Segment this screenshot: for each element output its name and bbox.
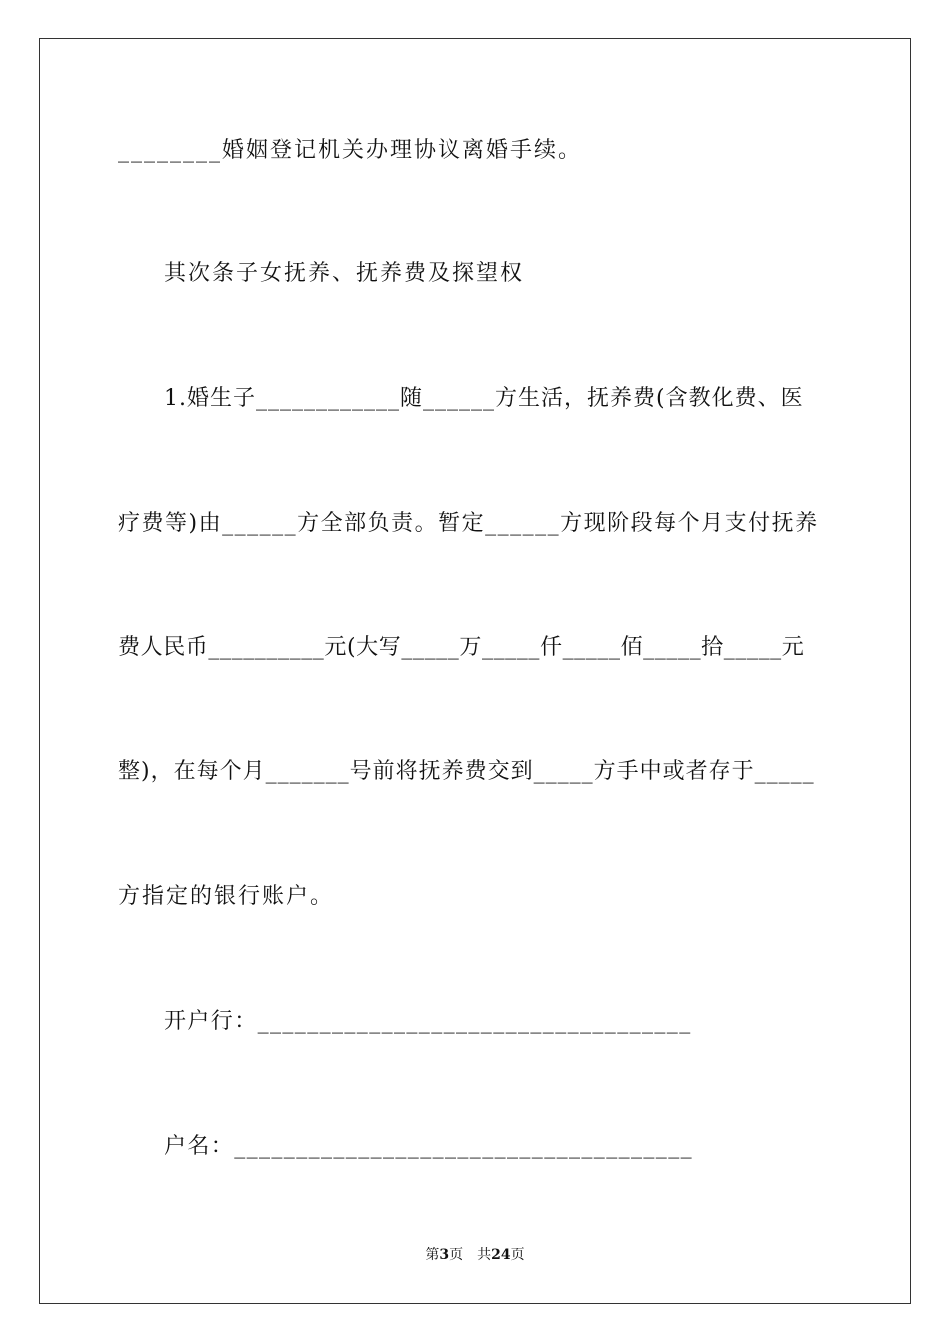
- text-line-3: 1.婚生子____________随______方生活，抚养费(含教化费、医: [164, 386, 804, 411]
- text-line-6: 整)，在每个月_______号前将抚养费交到_____方手中或者存于_____: [118, 759, 815, 784]
- section-heading: 其次条子女抚养、抚养费及探望权: [164, 261, 525, 286]
- page-border: [39, 38, 911, 1304]
- footer-page-prefix: 第: [425, 1247, 440, 1263]
- page-footer: [0, 1245, 950, 1265]
- footer-total-prefix: 共: [477, 1247, 492, 1263]
- text-line-1: ________婚姻登记机关办理协议离婚手续。: [118, 138, 583, 163]
- footer-page-number: 3: [439, 1247, 450, 1263]
- text-line-7: 方指定的银行账户。: [118, 884, 335, 909]
- bank-name-field: 开户行：___________________________________: [164, 1009, 692, 1034]
- text-line-5: 费人民币__________元(大写_____万_____仟_____佰_____拾_____元: [118, 635, 805, 660]
- account-name-field: 户名：_____________________________________: [164, 1134, 693, 1159]
- footer-total-number: 24: [491, 1247, 511, 1263]
- text-line-4: 疗费等)由______方全部负责。暂定______方现阶段每个月支付抚养: [118, 511, 819, 536]
- footer-page-suffix: 页: [449, 1247, 464, 1263]
- footer-total-suffix: 页: [510, 1247, 525, 1263]
